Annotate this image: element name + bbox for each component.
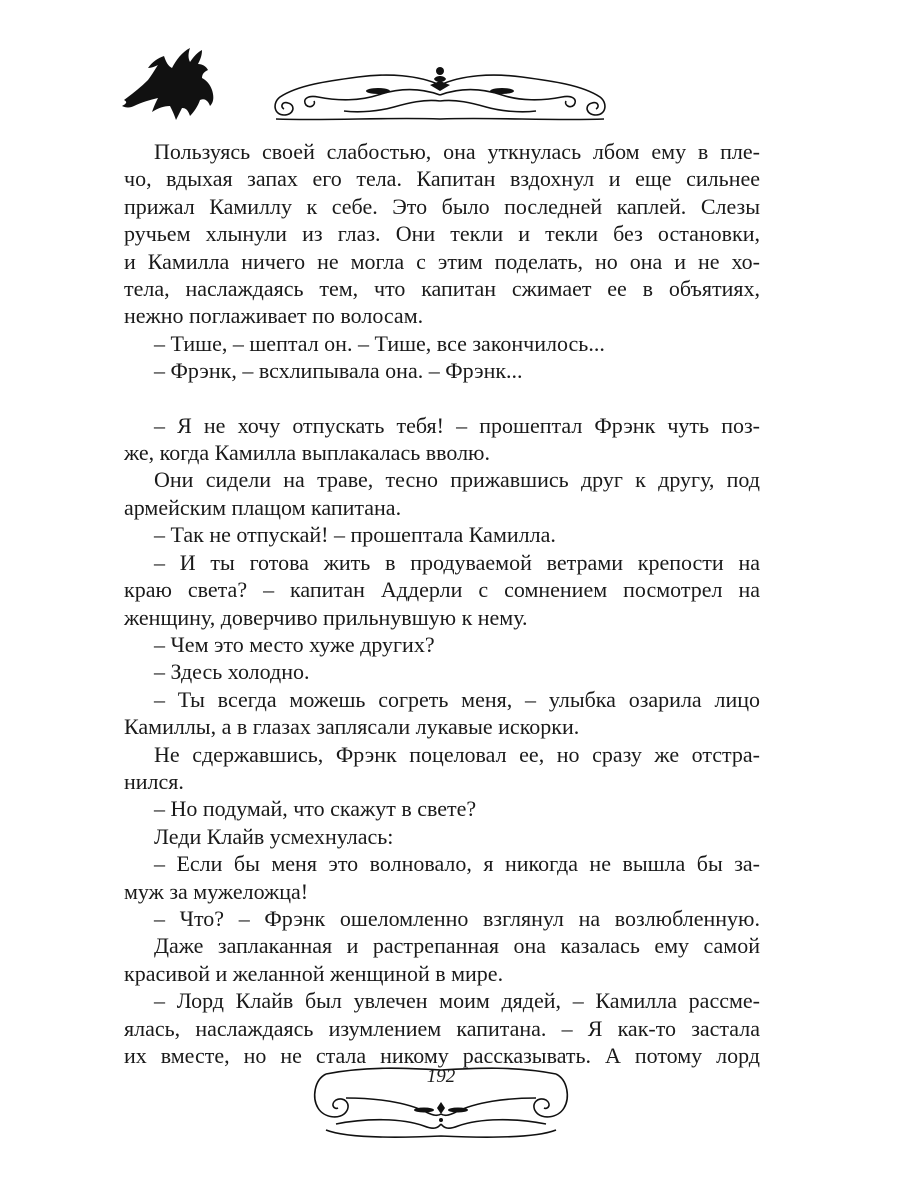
text-line: – Так не отпускай! – прошептала Камилла.: [154, 522, 556, 548]
paragraph-gap: [124, 385, 760, 412]
text-line: женщину, доверчиво прильнувшую к нему.: [124, 604, 528, 630]
text-line: чо, вдыхая запах его тела. Капитан вздохнул и еще сильнее: [124, 166, 760, 192]
text-line: красивой и желанной женщиной в мире.: [124, 960, 504, 986]
text-line: же, когда Камилла выплакалась вволю.: [124, 440, 490, 466]
text-line: – Лорд Клайв был увлечен моим дядей, – Камилла рассме-: [154, 988, 760, 1014]
text-line: прижал Камиллу к себе. Это было последней каплей. Слезы: [124, 193, 760, 219]
page-number: 192: [426, 1066, 456, 1087]
text-line: – Но подумай, что скажут в свете?: [154, 796, 477, 822]
text-line: армейским плащом капитана.: [124, 494, 402, 520]
text-line: – Я не хочу отпускать тебя! – прошептал Фрэнк чуть поз-: [154, 412, 760, 438]
text-line: нежно поглаживает по волосам.: [124, 303, 424, 329]
text-line: – Фрэнк, – всхлипывала она. – Фрэнк...: [154, 358, 523, 384]
text-line: – Здесь холодно.: [154, 659, 310, 685]
page-body-text: [124, 138, 760, 1069]
text-line: тела, наслаждаясь тем, что капитан сжимает ее в объятиях,: [124, 276, 760, 302]
page-footer: [306, 1062, 576, 1142]
text-line: – Ты всегда можешь согреть меня, – улыбка озарила лицо: [154, 686, 760, 712]
text-line: краю света? – капитан Аддерли с сомнением посмотрел на: [124, 577, 760, 603]
text-line: – Тише, – шептал он. – Тише, все закончилось...: [154, 330, 605, 356]
text-line: – Если бы меня это волновало, я никогда не вышла бы за-: [154, 851, 760, 877]
text-line: Камиллы, а в глазах заплясали лукавые искорки.: [124, 714, 580, 740]
scroll-flourish-icon: [268, 55, 613, 125]
text-line: ялась, наслаждаясь изумлением капитана. – Я как-то застала: [124, 1015, 760, 1041]
text-line: Не сдержавшись, Фрэнк поцеловал ее, но сразу же отстра-: [154, 741, 760, 767]
text-line: ручьем хлынули из глаз. Они текли и текли без остановки,: [124, 221, 760, 247]
text-line: Пользуясь своей слабостью, она уткнулась лбом ему в пле-: [154, 139, 760, 164]
text-line: – Чем это место хуже других?: [154, 631, 435, 657]
text-line: – И ты готова жить в продуваемой ветрами крепости на: [154, 549, 760, 575]
text-line: Леди Клайв усмехнулась:: [154, 823, 394, 849]
text-line: Они сидели на траве, тесно прижавшись друг к другу, под: [154, 467, 760, 493]
raven-silhouette-icon: [118, 42, 223, 122]
text-line: – Что? – Фрэнк ошеломленно взглянул на возлюбленную.: [154, 905, 760, 931]
text-line: нился.: [124, 768, 184, 794]
text-line: Даже заплаканная и растрепанная она казалась ему самой: [154, 933, 760, 959]
text-line: и Камилла ничего не могла с этим поделать, но она и не хо-: [124, 248, 760, 274]
text-line: их вместе, но не стала никому рассказывать. А потому лорд: [124, 1043, 760, 1068]
text-line: муж за мужеложца!: [124, 878, 309, 904]
